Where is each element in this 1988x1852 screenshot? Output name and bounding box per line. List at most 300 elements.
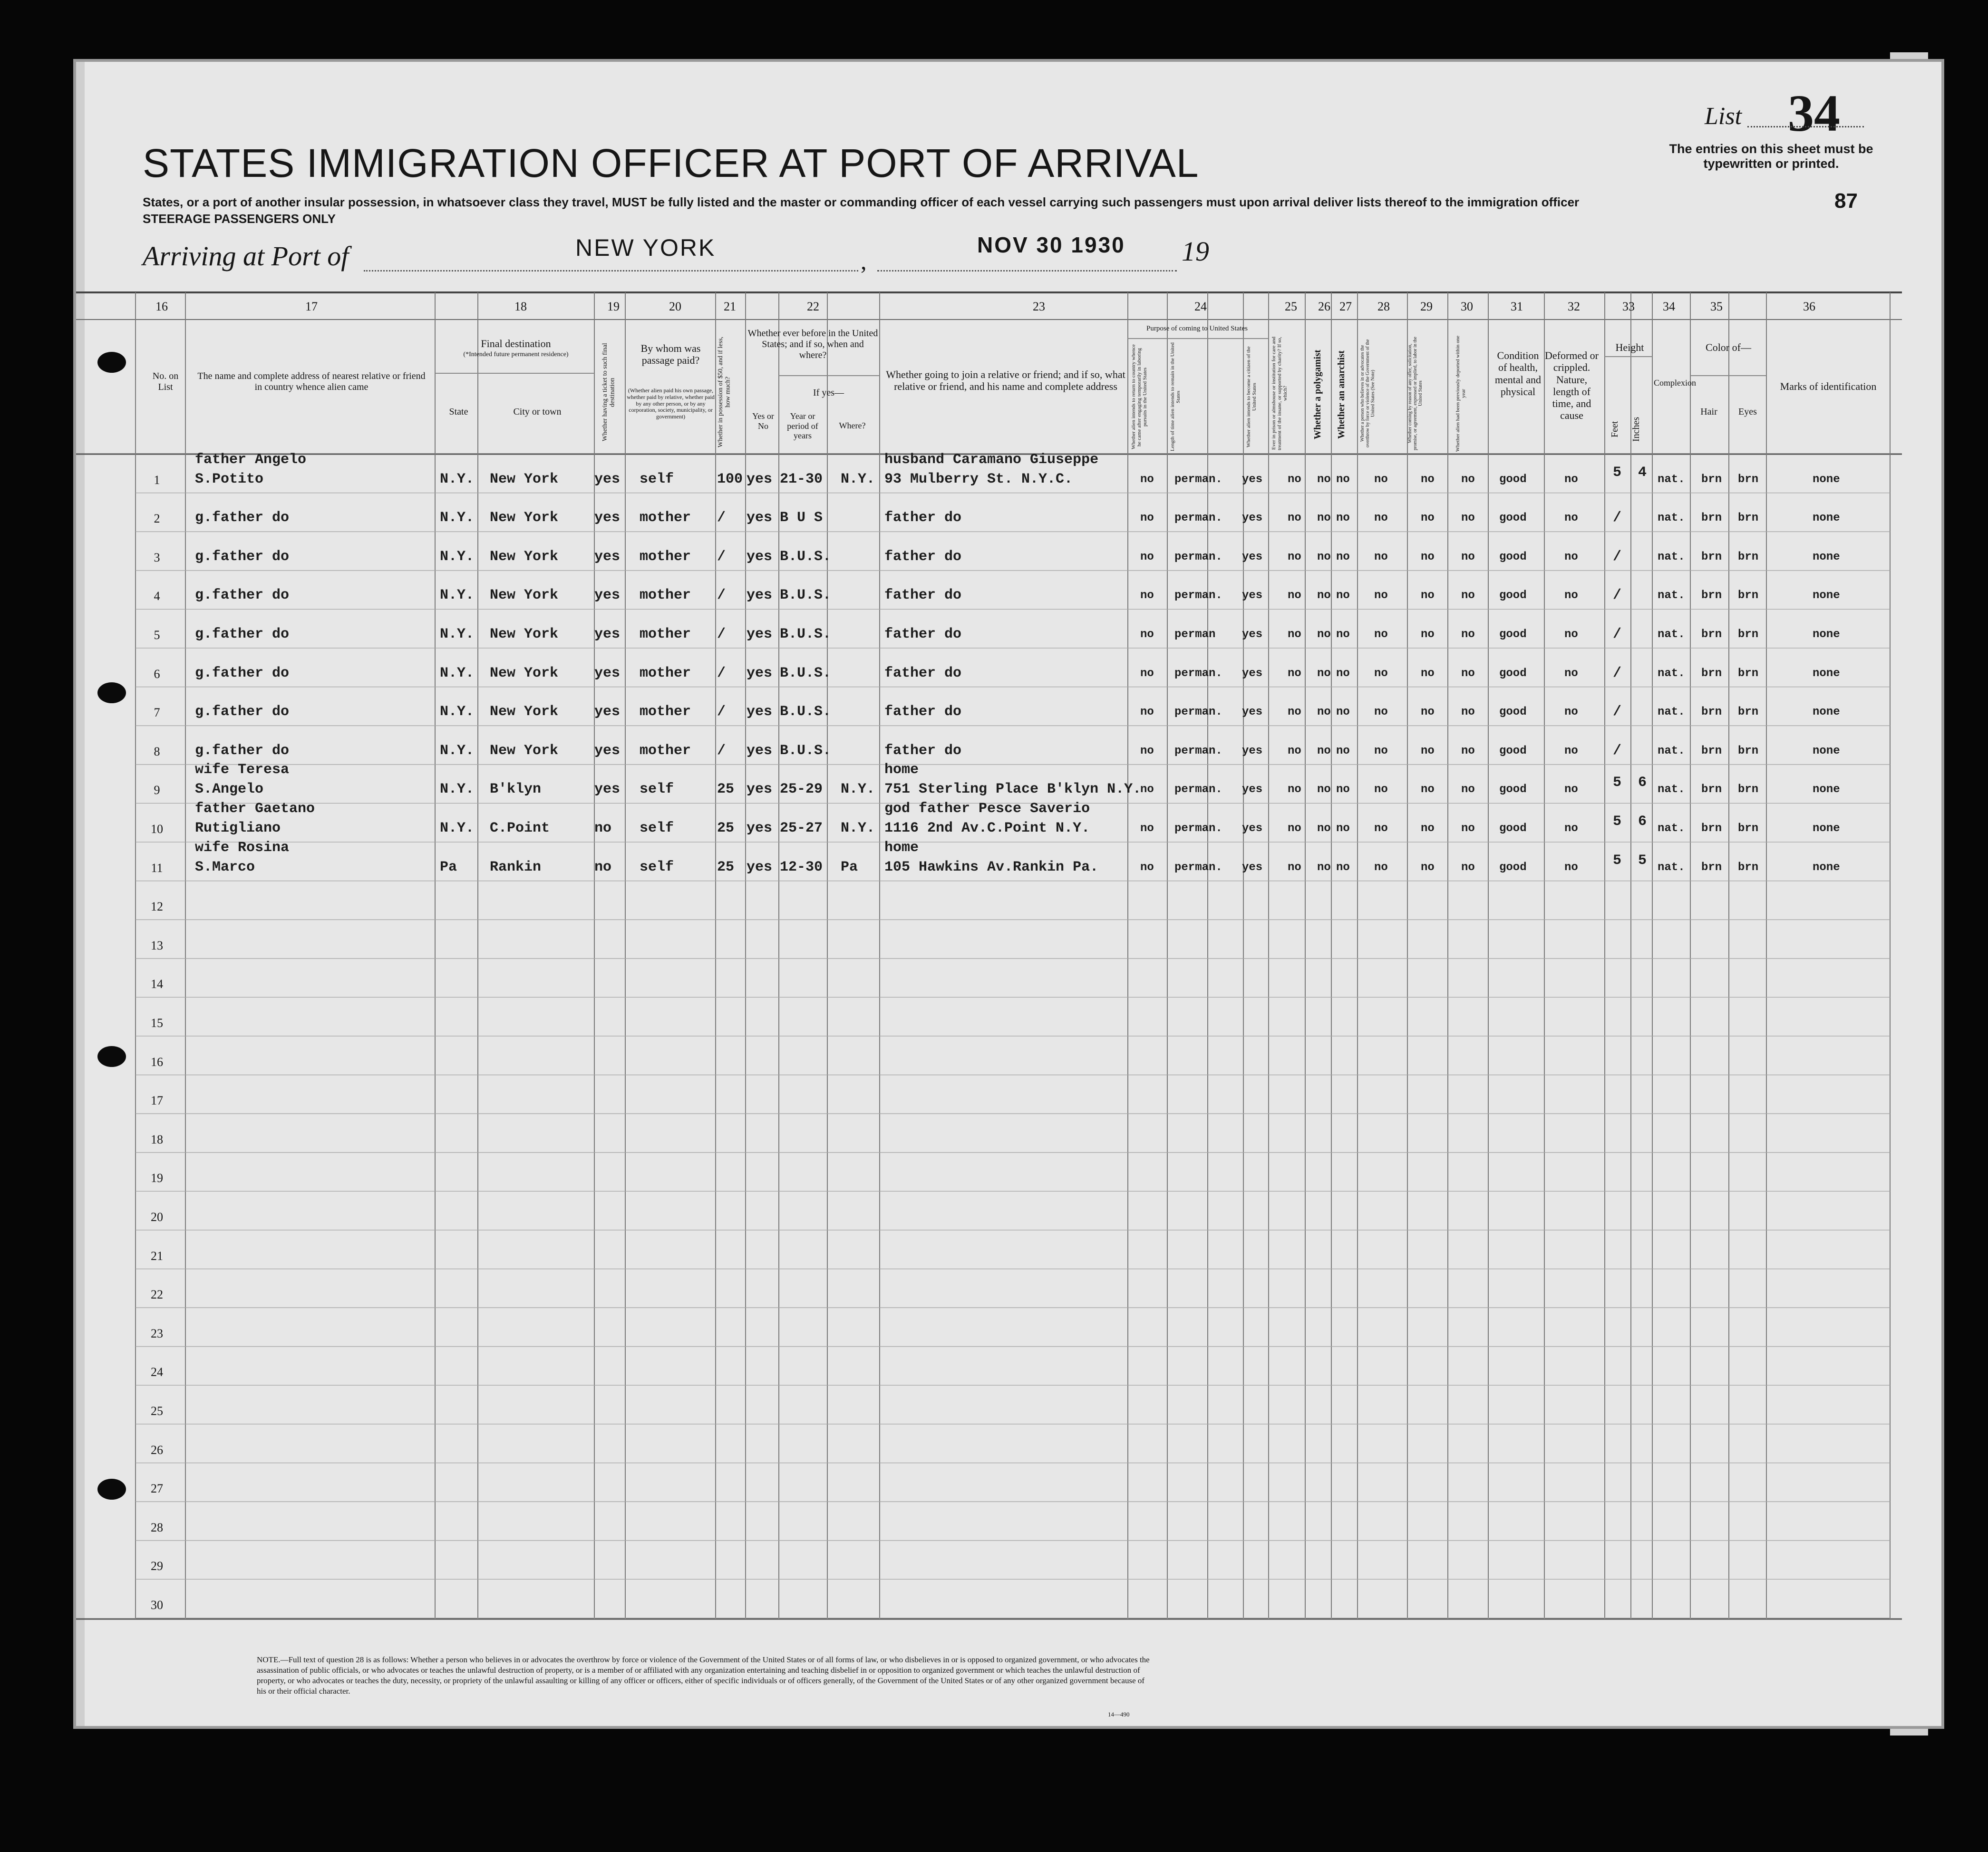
purpose-return: no bbox=[1140, 822, 1154, 835]
before-period: B.U.S. bbox=[780, 626, 832, 642]
health-value: good bbox=[1499, 822, 1527, 835]
row-number: 19 bbox=[151, 1171, 163, 1185]
complexion-value: nat. bbox=[1658, 473, 1685, 486]
row-number: 18 bbox=[151, 1132, 163, 1146]
deported-value: no bbox=[1461, 744, 1475, 757]
overthrow-value: no bbox=[1374, 822, 1388, 835]
col-num-26: 26 bbox=[1318, 300, 1330, 313]
height-inches: 5 bbox=[1638, 852, 1647, 869]
header-final-destination: Final destination bbox=[481, 338, 551, 349]
join-relative-line1: husband Caramano Giuseppe bbox=[884, 451, 1099, 468]
before-period: B.U.S. bbox=[780, 704, 832, 720]
col-num-25: 25 bbox=[1285, 300, 1297, 313]
purpose-return: no bbox=[1140, 783, 1154, 796]
passage-paid-by: mother bbox=[640, 704, 691, 720]
col-num-24: 24 bbox=[1194, 300, 1207, 313]
header-where: Where? bbox=[839, 421, 866, 430]
labor-offer-value: no bbox=[1421, 822, 1435, 835]
row-number: 23 bbox=[151, 1326, 163, 1340]
polygamist-value: no bbox=[1317, 512, 1331, 525]
before-in-us: yes bbox=[747, 471, 773, 487]
steerage-label: STEERAGE PASSENGERS ONLY bbox=[143, 212, 336, 226]
purpose-length: perman. bbox=[1174, 822, 1222, 835]
row-number: 27 bbox=[151, 1482, 163, 1496]
height-inches: 4 bbox=[1638, 464, 1647, 481]
labor-offer-value: no bbox=[1421, 589, 1435, 602]
destination-city: New York bbox=[490, 626, 559, 642]
row-number: 8 bbox=[154, 744, 160, 758]
health-value: good bbox=[1499, 706, 1527, 719]
header-anarchist: Whether an anarchist bbox=[1336, 350, 1347, 439]
ticket-value: yes bbox=[594, 626, 621, 642]
passage-paid-by: self bbox=[640, 859, 674, 875]
identification-marks: none bbox=[1813, 822, 1840, 835]
port-value: NEW YORK bbox=[575, 234, 716, 261]
join-relative: 1116 2nd Av.C.Point N.Y. bbox=[884, 820, 1090, 836]
labor-offer-value: no bbox=[1421, 667, 1435, 680]
date-stamp: NOV 30 1930 bbox=[977, 233, 1125, 257]
hair-color: brn bbox=[1701, 744, 1722, 757]
relative-name-line1: father Angelo bbox=[195, 451, 307, 468]
join-relative-line1: home bbox=[884, 762, 919, 778]
eye-color: brn bbox=[1738, 473, 1759, 486]
col-num-29: 29 bbox=[1420, 300, 1433, 313]
hair-color: brn bbox=[1701, 783, 1722, 796]
relative-name: S.Marco bbox=[195, 859, 255, 875]
prison-value: no bbox=[1288, 783, 1301, 796]
join-relative: father do bbox=[884, 665, 962, 681]
destination-state: N.Y. bbox=[440, 471, 475, 487]
col-num-19: 19 bbox=[607, 300, 620, 313]
identification-marks: none bbox=[1813, 744, 1840, 757]
purpose-length: perman. bbox=[1174, 589, 1222, 602]
relative-name: g.father do bbox=[195, 665, 290, 681]
money-possessed: / bbox=[717, 742, 726, 759]
deformed-value: no bbox=[1564, 783, 1578, 796]
before-period: B.U.S. bbox=[780, 665, 832, 681]
identification-marks: none bbox=[1813, 512, 1840, 525]
header-feet: Feet bbox=[1610, 421, 1620, 437]
relative-name: g.father do bbox=[195, 704, 290, 720]
before-period: B.U.S. bbox=[780, 742, 832, 759]
col-num-35: 35 bbox=[1710, 300, 1723, 313]
purpose-length: perman. bbox=[1174, 667, 1222, 680]
form-number: 14—490 bbox=[1108, 1711, 1130, 1718]
row-number: 4 bbox=[154, 589, 160, 603]
before-in-us: yes bbox=[747, 859, 773, 875]
eye-color: brn bbox=[1738, 512, 1759, 525]
relative-name: S.Potito bbox=[195, 471, 264, 487]
eye-color: brn bbox=[1738, 550, 1759, 563]
before-in-us: yes bbox=[747, 587, 773, 604]
before-period: 12-30 bbox=[780, 859, 823, 875]
header-health: Condition of health, mental and physical bbox=[1494, 349, 1542, 398]
deformed-value: no bbox=[1564, 744, 1578, 757]
ticket-value: no bbox=[594, 820, 612, 836]
labor-offer-value: no bbox=[1421, 628, 1435, 641]
anarchist-value: no bbox=[1336, 822, 1350, 835]
money-possessed: 25 bbox=[717, 781, 735, 798]
row-number: 7 bbox=[154, 706, 160, 720]
col-num-27: 27 bbox=[1339, 300, 1352, 313]
col-num-30: 30 bbox=[1461, 300, 1473, 313]
health-value: good bbox=[1499, 589, 1527, 602]
col-num-28: 28 bbox=[1377, 300, 1390, 313]
before-in-us: yes bbox=[747, 510, 773, 526]
row-number: 6 bbox=[154, 667, 160, 681]
passage-paid-by: mother bbox=[640, 548, 691, 565]
prison-value: no bbox=[1288, 861, 1301, 874]
health-value: good bbox=[1499, 473, 1527, 486]
relative-name: g.father do bbox=[195, 548, 290, 565]
hair-color: brn bbox=[1701, 512, 1722, 525]
polygamist-value: no bbox=[1317, 822, 1331, 835]
purpose-return: no bbox=[1140, 628, 1154, 641]
purpose-length: perman. bbox=[1174, 550, 1222, 563]
overthrow-value: no bbox=[1374, 744, 1388, 757]
before-in-us: yes bbox=[747, 626, 773, 642]
prison-value: no bbox=[1288, 473, 1301, 486]
header-eyes: Eyes bbox=[1738, 407, 1757, 417]
row-number: 15 bbox=[151, 1016, 163, 1030]
before-where: Pa bbox=[841, 859, 858, 875]
polygamist-value: no bbox=[1317, 744, 1331, 757]
header-passage-paid: By whom was passage paid? bbox=[640, 342, 701, 367]
header-overthrow: Whether a person who believes in or advocates the overthrow by force or violence of the Government of the United States (See Note) bbox=[1360, 339, 1376, 448]
header-purpose-return: Whether alien intends to return to country whence he came after engaging temporarily in laboring pursuits in the United States bbox=[1131, 344, 1148, 450]
port-comma: , bbox=[861, 248, 867, 274]
labor-offer-value: no bbox=[1421, 861, 1435, 874]
destination-state: N.Y. bbox=[440, 665, 475, 681]
identification-marks: none bbox=[1813, 473, 1840, 486]
anarchist-value: no bbox=[1336, 628, 1350, 641]
before-period: B.U.S. bbox=[780, 587, 832, 604]
row-number: 10 bbox=[151, 822, 163, 836]
deformed-value: no bbox=[1564, 706, 1578, 719]
polygamist-value: no bbox=[1317, 706, 1331, 719]
col-num-18: 18 bbox=[514, 300, 527, 313]
header-join-relative: Whether going to join a relative or friend; and if so, what relative or friend, and his name and complete address bbox=[886, 368, 1125, 393]
join-relative-line1: home bbox=[884, 839, 919, 856]
join-relative: 93 Mulberry St. N.Y.C. bbox=[884, 471, 1073, 487]
relative-name: g.father do bbox=[195, 587, 290, 604]
deformed-value: no bbox=[1564, 473, 1578, 486]
relative-name: S.Angelo bbox=[195, 781, 264, 798]
polygamist-value: no bbox=[1317, 589, 1331, 602]
prison-value: no bbox=[1288, 822, 1301, 835]
deported-value: no bbox=[1461, 589, 1475, 602]
overthrow-value: no bbox=[1374, 667, 1388, 680]
ticket-value: yes bbox=[594, 665, 621, 681]
before-in-us: yes bbox=[747, 742, 773, 759]
before-in-us: yes bbox=[747, 665, 773, 681]
ticket-value: yes bbox=[594, 781, 621, 798]
eye-color: brn bbox=[1738, 628, 1759, 641]
destination-state: N.Y. bbox=[440, 704, 475, 720]
header-polygamist: Whether a polygamist bbox=[1312, 349, 1323, 440]
identification-marks: none bbox=[1813, 667, 1840, 680]
anarchist-value: no bbox=[1336, 512, 1350, 525]
before-where: N.Y. bbox=[841, 471, 875, 487]
before-period: 25-27 bbox=[780, 820, 823, 836]
col-num-23: 23 bbox=[1033, 300, 1045, 313]
overthrow-value: no bbox=[1374, 706, 1388, 719]
destination-city: New York bbox=[490, 665, 559, 681]
purpose-length: perman. bbox=[1174, 706, 1222, 719]
health-value: good bbox=[1499, 512, 1527, 525]
header-purpose: Purpose of coming to United States bbox=[1146, 325, 1248, 332]
header-marks: Marks of identification bbox=[1780, 380, 1877, 392]
row-number: 3 bbox=[154, 550, 160, 564]
col-num-32: 32 bbox=[1568, 300, 1580, 313]
destination-city: B'klyn bbox=[490, 781, 542, 798]
purpose-return: no bbox=[1140, 589, 1154, 602]
join-relative: 105 Hawkins Av.Rankin Pa. bbox=[884, 859, 1099, 875]
money-possessed: / bbox=[717, 587, 726, 604]
purpose-length: perman. bbox=[1174, 783, 1222, 796]
relative-name: g.father do bbox=[195, 626, 290, 642]
passage-paid-by: self bbox=[640, 820, 674, 836]
header-height: Height bbox=[1615, 341, 1644, 353]
hair-color: brn bbox=[1701, 550, 1722, 563]
anarchist-value: no bbox=[1336, 589, 1350, 602]
purpose-citizen: yes bbox=[1242, 822, 1263, 835]
prison-value: no bbox=[1288, 706, 1301, 719]
complexion-value: nat. bbox=[1658, 861, 1685, 874]
deformed-value: no bbox=[1564, 628, 1578, 641]
purpose-length: perman. bbox=[1174, 861, 1222, 874]
health-value: good bbox=[1499, 550, 1527, 563]
before-period: 21-30 bbox=[780, 471, 823, 487]
join-relative: father do bbox=[884, 742, 962, 759]
deformed-value: no bbox=[1564, 822, 1578, 835]
height-feet: 5 bbox=[1613, 814, 1622, 830]
passage-paid-by: mother bbox=[640, 665, 691, 681]
destination-state: N.Y. bbox=[440, 781, 475, 798]
ticket-value: yes bbox=[594, 742, 621, 759]
purpose-length: perman. bbox=[1174, 744, 1222, 757]
header-period: Year or period of years bbox=[787, 411, 818, 441]
height-feet: / bbox=[1613, 626, 1622, 642]
purpose-return: no bbox=[1140, 667, 1154, 680]
relative-name: g.father do bbox=[195, 742, 290, 759]
list-label: List bbox=[1705, 103, 1742, 130]
complexion-value: nat. bbox=[1658, 589, 1685, 602]
overthrow-value: no bbox=[1374, 473, 1388, 486]
deformed-value: no bbox=[1564, 667, 1578, 680]
page-number: 87 bbox=[1834, 189, 1858, 213]
row-number: 1 bbox=[154, 473, 160, 487]
prison-value: no bbox=[1288, 667, 1301, 680]
hair-color: brn bbox=[1701, 589, 1722, 602]
hair-color: brn bbox=[1701, 822, 1722, 835]
before-in-us: yes bbox=[747, 704, 773, 720]
destination-state: N.Y. bbox=[440, 626, 475, 642]
row-number: 30 bbox=[151, 1598, 163, 1612]
deported-value: no bbox=[1461, 783, 1475, 796]
purpose-citizen: yes bbox=[1242, 667, 1263, 680]
complexion-value: nat. bbox=[1658, 512, 1685, 525]
passage-paid-by: self bbox=[640, 781, 674, 798]
eye-color: brn bbox=[1738, 861, 1759, 874]
destination-state: N.Y. bbox=[440, 742, 475, 759]
row-number: 5 bbox=[154, 628, 160, 642]
footnote: NOTE.—Full text of question 28 is as follows: Whether a person who believes in or advocates the overthrow by force or violence of the Government of the United States or of all forms of law, or who disbelieves in or is opposed to organized government, or who advocates the assassination of public officials, or who advocates or teaches the unlawful destruction of property, or is a member of or affiliated with any organization entertaining and teaching disbelief in or opposition to organized government or which teaches the unlawful destruction of property, or who advocates or teaches the duty, necessity, or propriety of the unlawful assaulting or killing of any officer or officers, either of specific individuals or of officers generally, of the Government of the United States or of any other organized government because of his or their official character. bbox=[257, 1655, 1150, 1696]
purpose-length: perman. bbox=[1174, 473, 1222, 486]
labor-offer-value: no bbox=[1421, 512, 1435, 525]
row-number: 25 bbox=[151, 1404, 163, 1418]
purpose-return: no bbox=[1140, 861, 1154, 874]
identification-marks: none bbox=[1813, 550, 1840, 563]
polygamist-value: no bbox=[1317, 667, 1331, 680]
header-purpose-length: Length of time alien intends to remain in the United States bbox=[1170, 342, 1182, 452]
anarchist-value: no bbox=[1336, 667, 1350, 680]
deformed-value: no bbox=[1564, 512, 1578, 525]
anarchist-value: no bbox=[1336, 706, 1350, 719]
row-number: 11 bbox=[151, 861, 163, 875]
money-possessed: / bbox=[717, 510, 726, 526]
col-num-16: 16 bbox=[155, 300, 168, 313]
deformed-value: no bbox=[1564, 550, 1578, 563]
eye-color: brn bbox=[1738, 822, 1759, 835]
header-labor-offer: Whether coming by reason of any offer, solicitation, promise, or agreement, expressed or implied, to labor in the United States bbox=[1407, 337, 1423, 450]
row-number: 9 bbox=[154, 783, 160, 797]
sheet-note: The entries on this sheet must be typewritten or printed. bbox=[1669, 142, 1873, 171]
row-number: 21 bbox=[151, 1249, 163, 1263]
complexion-value: nat. bbox=[1658, 706, 1685, 719]
prison-value: no bbox=[1288, 512, 1301, 525]
health-value: good bbox=[1499, 667, 1527, 680]
money-possessed: 25 bbox=[717, 859, 735, 875]
destination-city: New York bbox=[490, 704, 559, 720]
header-complexion: Complexion bbox=[1654, 378, 1696, 388]
col-num-36: 36 bbox=[1803, 300, 1815, 313]
join-relative: 751 Sterling Place B'klyn N.Y. bbox=[884, 781, 1142, 798]
height-feet: / bbox=[1613, 742, 1622, 759]
purpose-citizen: yes bbox=[1242, 861, 1263, 874]
deported-value: no bbox=[1461, 473, 1475, 486]
purpose-citizen: yes bbox=[1242, 628, 1263, 641]
purpose-length: perman. bbox=[1174, 512, 1222, 525]
complexion-value: nat. bbox=[1658, 822, 1685, 835]
purpose-return: no bbox=[1140, 512, 1154, 525]
destination-state: N.Y. bbox=[440, 820, 475, 836]
purpose-return: no bbox=[1140, 473, 1154, 486]
row-number: 20 bbox=[151, 1210, 163, 1224]
ticket-value: yes bbox=[594, 704, 621, 720]
header-passage-paid-sub: (Whether alien paid his own passage, whether paid by relative, whether paid by any other person, or by any corporation, society, municipality, or government) bbox=[627, 387, 715, 420]
header-city: City or town bbox=[513, 407, 562, 417]
ticket-value: no bbox=[594, 859, 612, 875]
polygamist-value: no bbox=[1317, 473, 1331, 486]
header-deported: Whether alien had been previously deported within one year bbox=[1455, 335, 1467, 452]
money-possessed: 25 bbox=[717, 820, 735, 836]
labor-offer-value: no bbox=[1421, 744, 1435, 757]
polygamist-value: no bbox=[1317, 861, 1331, 874]
row-number: 16 bbox=[151, 1055, 163, 1069]
complexion-value: nat. bbox=[1658, 550, 1685, 563]
destination-state: Pa bbox=[440, 859, 457, 875]
row-number: 22 bbox=[151, 1288, 163, 1302]
height-feet: / bbox=[1613, 587, 1622, 604]
identification-marks: none bbox=[1813, 706, 1840, 719]
health-value: good bbox=[1499, 783, 1527, 796]
money-possessed: / bbox=[717, 704, 726, 720]
purpose-citizen: yes bbox=[1242, 744, 1263, 757]
list-number: 34 bbox=[1788, 84, 1840, 142]
money-possessed: / bbox=[717, 548, 726, 565]
identification-marks: none bbox=[1813, 783, 1840, 796]
destination-state: N.Y. bbox=[440, 587, 475, 604]
complexion-value: nat. bbox=[1658, 667, 1685, 680]
polygamist-value: no bbox=[1317, 550, 1331, 563]
relative-name-line1: wife Teresa bbox=[195, 762, 290, 778]
prison-value: no bbox=[1288, 550, 1301, 563]
health-value: good bbox=[1499, 861, 1527, 874]
prison-value: no bbox=[1288, 589, 1301, 602]
purpose-length: perman bbox=[1174, 628, 1216, 641]
destination-city: New York bbox=[490, 471, 559, 487]
hair-color: brn bbox=[1701, 473, 1722, 486]
instruction-text: States, or a port of another insular possession, in whatsoever class they travel, MUST be fully listed and the master or commanding officer of each vessel carrying such passengers must upon arrival deliver lists thereof to the immigration officer bbox=[143, 195, 1580, 209]
relative-name-line1: father Gaetano bbox=[195, 801, 315, 817]
purpose-citizen: yes bbox=[1242, 473, 1263, 486]
row-number: 12 bbox=[151, 900, 163, 914]
join-relative: father do bbox=[884, 704, 962, 720]
relative-name: Rutigliano bbox=[195, 820, 281, 836]
labor-offer-value: no bbox=[1421, 783, 1435, 796]
header-before-in-us: Whether ever before in the United States; and if so, when and where? bbox=[747, 328, 878, 360]
money-possessed: / bbox=[717, 665, 726, 681]
row-number: 17 bbox=[151, 1094, 163, 1108]
before-period: B.U.S. bbox=[780, 548, 832, 565]
eye-color: brn bbox=[1738, 589, 1759, 602]
money-possessed: 100 bbox=[717, 471, 743, 487]
header-if-yes: If yes— bbox=[813, 388, 844, 398]
purpose-citizen: yes bbox=[1242, 512, 1263, 525]
join-relative: father do bbox=[884, 587, 962, 604]
ticket-value: yes bbox=[594, 471, 621, 487]
anarchist-value: no bbox=[1336, 744, 1350, 757]
row-number: 2 bbox=[154, 512, 160, 526]
join-relative-line1: god father Pesce Saverio bbox=[884, 801, 1090, 817]
header-deformed: Deformed or crippled. Nature, length of time, and cause bbox=[1544, 349, 1599, 422]
header-color-of: Color of— bbox=[1706, 341, 1751, 353]
destination-city: Rankin bbox=[490, 859, 542, 875]
header-prison: Ever in prison or almshouse or institution for care and treatment of the insane, or supported by charity? If so, which? bbox=[1271, 337, 1289, 450]
before-in-us: yes bbox=[747, 548, 773, 565]
deported-value: no bbox=[1461, 628, 1475, 641]
anarchist-value: no bbox=[1336, 783, 1350, 796]
join-relative: father do bbox=[884, 548, 962, 565]
row-number: 13 bbox=[151, 938, 163, 952]
before-period: B U S bbox=[780, 510, 823, 526]
labor-offer-value: no bbox=[1421, 473, 1435, 486]
height-feet: / bbox=[1613, 548, 1622, 565]
passage-paid-by: mother bbox=[640, 510, 691, 526]
anarchist-value: no bbox=[1336, 861, 1350, 874]
deported-value: no bbox=[1461, 861, 1475, 874]
col-num-34: 34 bbox=[1663, 300, 1675, 313]
eye-color: brn bbox=[1738, 706, 1759, 719]
overthrow-value: no bbox=[1374, 783, 1388, 796]
purpose-return: no bbox=[1140, 706, 1154, 719]
identification-marks: none bbox=[1813, 861, 1840, 874]
hair-color: brn bbox=[1701, 667, 1722, 680]
labor-offer-value: no bbox=[1421, 550, 1435, 563]
header-state: State bbox=[449, 407, 468, 417]
height-feet: / bbox=[1613, 665, 1622, 681]
